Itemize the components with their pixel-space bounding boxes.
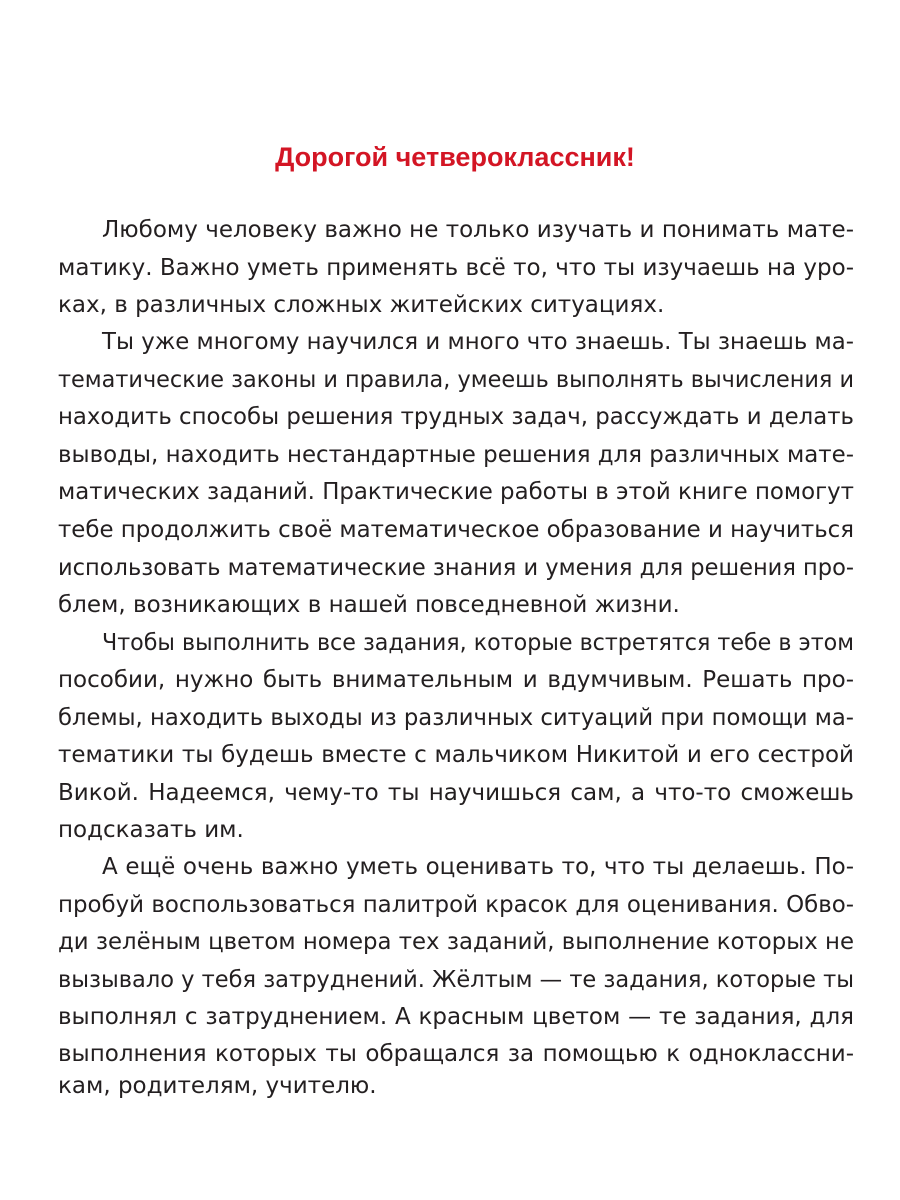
text-line: тебе продолжить своё математическое образование и научиться xyxy=(58,517,854,544)
text-line: ди зелёным цветом номера тех заданий, выполнение которых не xyxy=(58,929,854,956)
text-line: Викой. Надеемся, чему-то ты научишься сам, а что-то сможешь xyxy=(58,779,854,806)
text-line: использовать математические знания и умения для решения про- xyxy=(58,554,854,581)
text-line: пробуй воспользоваться палитрой красок для оценивания. Обво- xyxy=(58,892,854,919)
text-line: подсказать им. xyxy=(58,817,244,843)
text-line: матических заданий. Практические работы в этой книге помогут xyxy=(58,479,854,506)
text-line: выводы, находить нестандартные решения для различных мате- xyxy=(58,442,854,469)
text-line: Ты уже многому научился и много что знаешь. Ты знаешь ма- xyxy=(102,329,854,356)
text-line: блемы, находить выходы из различных ситуаций при помощи ма- xyxy=(58,704,854,731)
text-line: вызывало у тебя затруднений. Жёлтым — те задания, которые ты xyxy=(58,967,854,994)
text-line: Чтобы выполнить все задания, которые встретятся тебе в этом xyxy=(102,629,854,656)
text-line: пособии, нужно быть внимательным и вдумчивым. Решать про- xyxy=(58,666,854,693)
text-line: ках, в различных сложных житейских ситуациях. xyxy=(58,292,665,319)
text-line: находить способы решения трудных задач, рассуждать и делать xyxy=(58,404,854,431)
text-line: А ещё очень важно уметь оценивать то, что ты делаешь. По- xyxy=(102,854,854,881)
text-line: матику. Важно уметь применять всё то, что ты изучаешь на уро- xyxy=(58,255,854,281)
text-line: выполнял с затруднением. А красным цветом — те задания, для xyxy=(58,1004,854,1031)
text-line: блем, возникающих в нашей повседневной жизни. xyxy=(58,591,680,618)
page-title: Дорогой четвероклассник! xyxy=(275,142,635,172)
text-line: Любому человеку важно не только изучать и понимать мате- xyxy=(102,217,854,243)
text-line: выполнения которых ты обращался за помощью к одноклассни- xyxy=(58,1041,854,1068)
text-line: тематические законы и правила, умеешь выполнять вычисления и xyxy=(58,367,854,394)
text-line: кам, родителям, учителю. xyxy=(58,1073,377,1100)
text-line: тематики ты будешь вместе с мальчиком Никитой и его сестрой xyxy=(58,741,854,768)
